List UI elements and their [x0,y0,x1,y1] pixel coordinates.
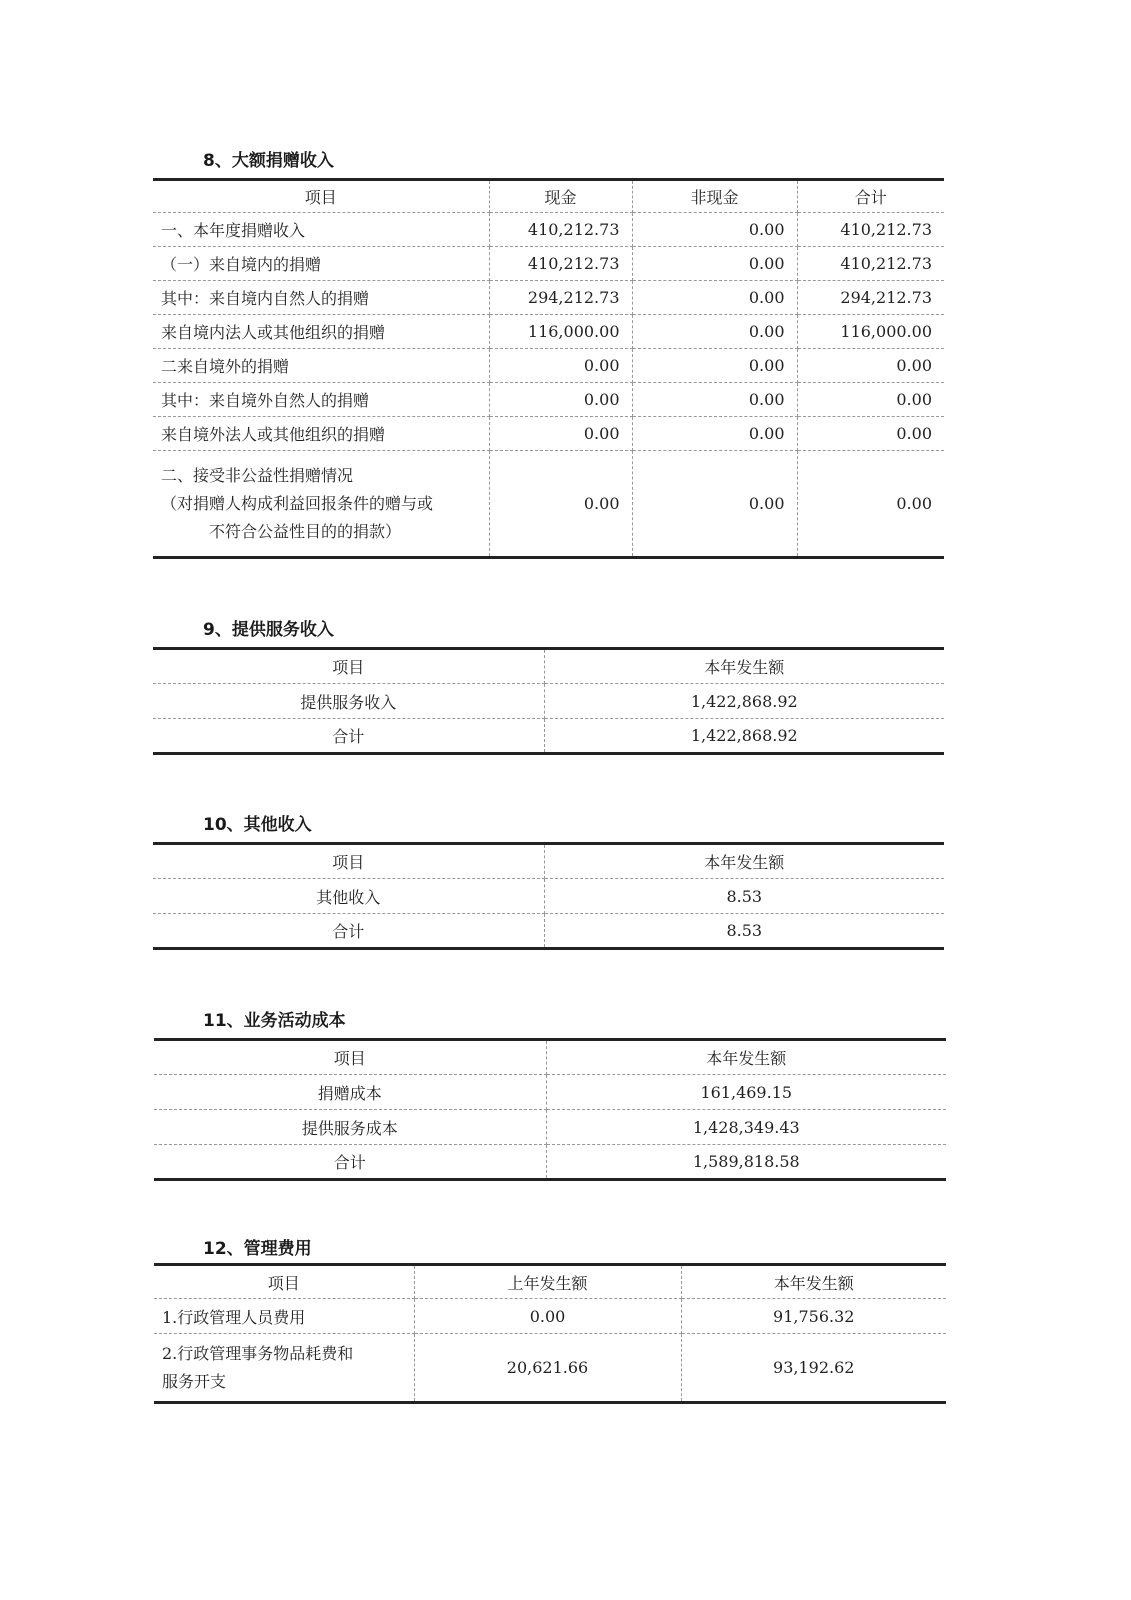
header-current-year: 本年发生额 [544,649,944,684]
current-year-value: 8.53 [544,879,944,914]
row-label-line-1: 二、接受非公益性捐赠情况 [161,465,354,485]
row-label: 提供服务收入 [153,684,544,719]
table-row [153,914,944,949]
row-label: 其中：来自境内自然人的捐赠 [153,281,489,315]
row-label-multiline [153,451,489,558]
table-header-row [154,1265,946,1299]
noncash-value: 0.00 [632,383,797,417]
current-year-value: 1,428,349.43 [546,1110,946,1145]
current-year-value: 1,589,818.58 [692,1152,800,1171]
table-header-row [153,180,944,213]
noncash-value: 0.00 [632,247,797,281]
header-cash: 现金 [489,180,632,213]
current-year-value: 93,192.62 [773,1358,855,1377]
table-row [154,1299,946,1334]
table-header-row [154,1040,946,1075]
current-year-value: 161,469.15 [546,1075,946,1110]
table-row [153,213,944,247]
row-label: 捐赠成本 [154,1075,546,1110]
other-income-table [153,842,944,950]
header-current-year: 本年发生额 [546,1040,946,1075]
cash-value: 410,212.73 [489,247,632,281]
total-value: 0.00 [797,417,944,451]
table-row [154,1075,946,1110]
table-row [153,719,944,754]
row-label: 一、本年度捐赠收入 [153,213,489,247]
row-label: 合计 [153,914,544,949]
table-row [153,315,944,349]
row-label: 其他收入 [153,879,544,914]
section-10-title: 10、其他收入 [203,815,312,835]
header-item: 项目 [153,649,544,684]
noncash-value: 0.00 [632,451,797,558]
business-cost-table [154,1038,946,1181]
header-noncash: 非现金 [632,180,797,213]
table-row [154,1145,946,1180]
table-row [153,879,944,914]
header-item: 项目 [153,180,489,213]
donation-income-table [153,178,944,559]
current-year-value: 1,422,868.92 [544,684,944,719]
total-value: 0.00 [896,494,932,513]
row-label-multiline [154,1334,414,1403]
cash-value: 294,212.73 [489,281,632,315]
total-value: 294,212.73 [797,281,944,315]
header-previous-year: 上年发生额 [414,1265,681,1299]
row-label-line-2: （对捐赠人构成利益回报条件的赠与或 [161,493,434,513]
noncash-value: 0.00 [632,213,797,247]
row-label-line-2: 服务开支 [162,1371,227,1391]
total-value: 0.00 [797,383,944,417]
row-label: 合计 [153,719,544,754]
table-row [153,281,944,315]
table-row [154,1334,946,1403]
header-item: 项目 [153,844,544,879]
header-item: 项目 [154,1040,546,1075]
cash-value: 410,212.73 [489,213,632,247]
service-income-table [153,647,944,755]
table-row [153,247,944,281]
previous-year-value: 20,621.66 [414,1334,681,1403]
table-row [154,1110,946,1145]
noncash-value: 0.00 [632,315,797,349]
table-row [153,349,944,383]
row-label-line-1: 2.行政管理事务物品耗费和 [162,1343,354,1363]
row-label: 二来自境外的捐赠 [153,349,489,383]
table-header-row [153,649,944,684]
row-label: （一）来自境内的捐赠 [153,247,489,281]
header-total: 合计 [797,180,944,213]
cash-value: 0.00 [489,383,632,417]
cash-value: 0.00 [489,451,632,558]
current-year-value: 91,756.32 [681,1299,946,1334]
cash-value: 116,000.00 [489,315,632,349]
row-label: 提供服务成本 [154,1110,546,1145]
table-row [153,451,944,558]
table-header-row [153,844,944,879]
total-value: 116,000.00 [797,315,944,349]
noncash-value: 0.00 [632,417,797,451]
admin-expense-table [154,1263,946,1404]
row-label: 来自境外法人或其他组织的捐赠 [153,417,489,451]
table-row [153,383,944,417]
row-label-line-3: 不符合公益性目的的捐款） [209,521,402,541]
total-value: 410,212.73 [797,213,944,247]
header-current-year: 本年发生额 [544,844,944,879]
cash-value: 0.00 [489,417,632,451]
noncash-value: 0.00 [632,349,797,383]
section-11-title: 11、业务活动成本 [203,1011,346,1031]
header-current-year: 本年发生额 [681,1265,946,1299]
current-year-value: 1,422,868.92 [690,726,798,745]
total-value: 0.00 [797,349,944,383]
table-row [153,684,944,719]
current-year-value: 8.53 [726,921,763,940]
total-value: 410,212.73 [797,247,944,281]
cash-value: 0.00 [489,349,632,383]
noncash-value: 0.00 [632,281,797,315]
header-item: 项目 [154,1265,414,1299]
section-9-title: 9、提供服务收入 [203,620,334,640]
section-8-title: 8、大额捐赠收入 [203,151,334,171]
row-label: 1.行政管理人员费用 [154,1299,414,1334]
row-label: 来自境内法人或其他组织的捐赠 [153,315,489,349]
section-12-title: 12、管理费用 [203,1239,312,1259]
row-label: 其中：来自境外自然人的捐赠 [153,383,489,417]
table-row [153,417,944,451]
previous-year-value: 0.00 [414,1299,681,1334]
row-label: 合计 [154,1145,546,1180]
